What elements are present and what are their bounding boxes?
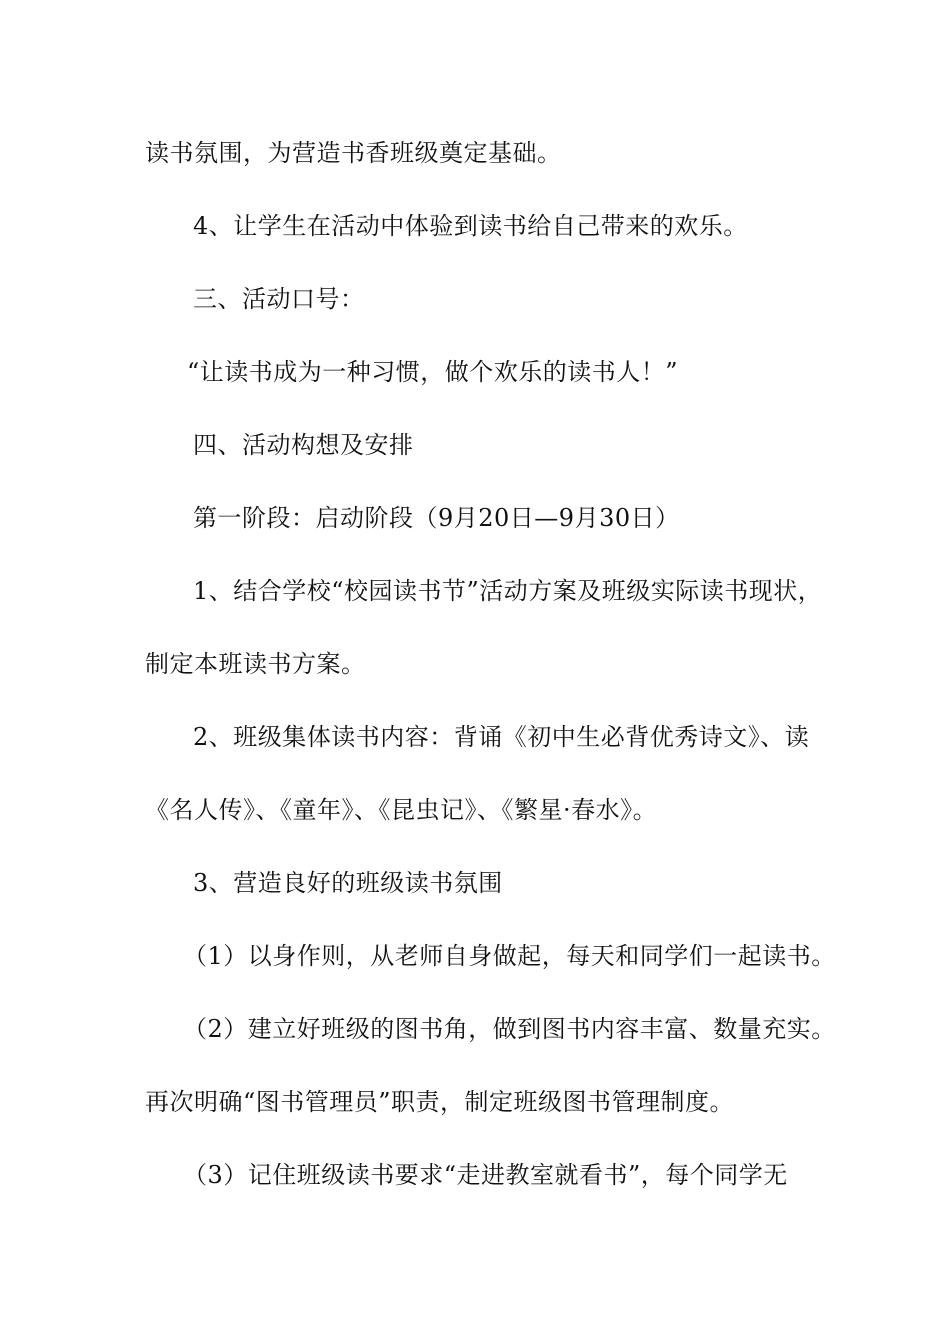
paragraph-line-15: （3）记住班级读书要求“走进教室就看书”，每个同学无: [183, 1161, 788, 1189]
paragraph-line-10: 《名人传》、《童年》、《昆虫记》、《繁星·春水》。: [145, 796, 658, 824]
section-heading-slogan: 三、活动口号：: [193, 285, 365, 313]
stage-heading-1: 第一阶段：启动阶段（9月20日—9月30日）: [193, 504, 680, 532]
slogan-text: “让读书成为一种习惯，做个欢乐的读书人！”: [187, 358, 679, 386]
paragraph-line-13: （2）建立好班级的图书角，做到图书内容丰富、数量充实。: [183, 1015, 836, 1043]
paragraph-line-9: 2、班级集体读书内容：背诵《初中生必背优秀诗文》、读: [193, 723, 810, 751]
paragraph-line-8: 制定本班读书方案。: [145, 650, 366, 678]
paragraph-line-14: 再次明确“图书管理员”职责，制定班级图书管理制度。: [145, 1088, 735, 1116]
paragraph-line-11: 3、营造良好的班级读书氛围: [193, 869, 503, 897]
section-heading-plan: 四、活动构想及安排: [193, 431, 414, 459]
paragraph-line-12: （1）以身作则，从老师自身做起，每天和同学们一起读书。: [183, 942, 836, 970]
paragraph-line-2: 4、让学生在活动中体验到读书给自己带来的欢乐。: [193, 212, 748, 240]
paragraph-line-7: 1、结合学校“校园读书节”活动方案及班级实际读书现状，: [193, 577, 823, 605]
paragraph-line-1: 读书氛围，为营造书香班级奠定基础。: [145, 139, 562, 167]
